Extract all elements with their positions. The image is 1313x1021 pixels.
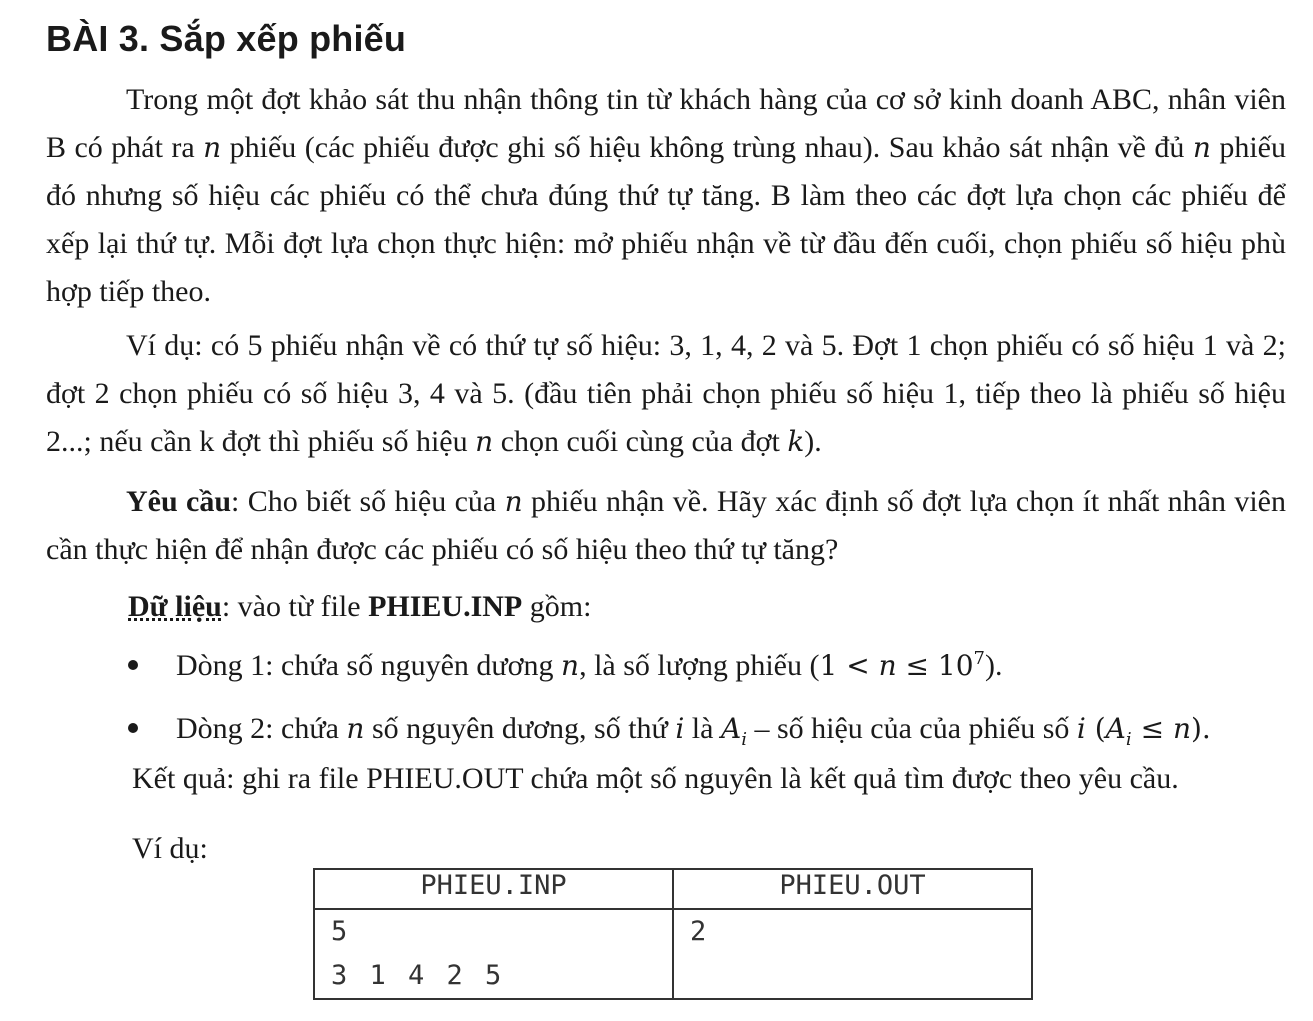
text-span: Dòng 2: chứa: [176, 712, 347, 745]
input-line: 5: [331, 916, 348, 947]
text-span: Dòng 1: chứa số nguyên dương: [176, 649, 562, 682]
math-expr: (: [1085, 712, 1106, 745]
bullet-dot: [128, 660, 138, 670]
text-span: Trong một đợt khảo sát thu nhận thông tin từ khách hàng của cơ sở kinh doanh ABC, nhân viên B có phát ra: [46, 83, 1286, 164]
math-n: n: [203, 131, 222, 164]
output-value: 2: [690, 916, 707, 947]
output-line: Kết quả: ghi ra file PHIEU.OUT chứa một số nguyên là kết quả tìm được theo yêu cầu.: [132, 762, 1179, 795]
requirement-paragraph: [46, 478, 1286, 574]
math-A: A: [1105, 712, 1126, 745]
text-span: , là số lượng phiếu (: [579, 649, 820, 682]
example-io-table: [313, 868, 1033, 1000]
text-span: phiếu (các phiếu được ghi số hiệu không trùng nhau). Sau khảo sát nhận về đủ: [221, 131, 1193, 164]
example-label: Ví dụ:: [132, 832, 208, 865]
math-expr: ≤: [1131, 712, 1173, 745]
text-span: : Cho biết số hiệu của: [231, 485, 505, 518]
math-n: n: [504, 485, 523, 518]
bullet-dot: [128, 723, 138, 733]
math-expr: ).: [1190, 712, 1211, 745]
table-header-input: PHIEU.INP: [314, 869, 673, 909]
input-file-name: PHIEU.INP: [368, 590, 523, 623]
problem-description: [46, 76, 1286, 316]
math-n: n: [561, 649, 580, 682]
math-exponent: 7: [973, 648, 985, 669]
data-label: Dữ liệu: [128, 590, 222, 623]
input-cell: [314, 909, 673, 999]
math-subscript-i: i: [741, 729, 747, 750]
text-span: – số hiệu của của phiếu số: [746, 712, 1077, 745]
requirement-label: Yêu cầu: [126, 485, 232, 518]
text-span: gồm:: [522, 590, 592, 623]
input-line: 3 1 4 2 5: [331, 960, 502, 991]
math-i: i: [675, 712, 685, 745]
text-span: phiếu nhận về. Hãy xác định số đợt lựa chọn ít nhất nhân viên cần thực hiện để nhận được các phiếu có số hiệu theo thứ tự tăng?: [46, 485, 1286, 566]
math-i: i: [1076, 712, 1086, 745]
table-header-output: PHIEU.OUT: [673, 869, 1032, 909]
text-span: ).: [984, 649, 1003, 682]
text-span: chọn cuối cùng của đợt: [493, 425, 788, 458]
math-n: n: [475, 425, 494, 458]
math-expr: ≤ 10: [896, 649, 974, 682]
input-data-line: [128, 590, 591, 624]
text-span: phiếu đó nhưng số hiệu các phiếu có thể chưa đúng thứ tự tăng. B làm theo các đợt lựa chọn các phiếu để xếp lại thứ tự. Mỗi đợt lựa chọn thực hiện: mở phiếu nhận về từ đầu đến cuối, chọn phiếu số hiệu phù hợp tiếp theo.: [46, 131, 1286, 308]
bullet-line-2: [128, 712, 1211, 752]
math-n: n: [346, 712, 365, 745]
example-explanation: [46, 322, 1286, 466]
math-n: n: [878, 649, 897, 682]
text-span: ).: [804, 425, 822, 458]
text-span: : vào từ file: [221, 590, 369, 623]
output-cell: [673, 909, 1032, 999]
math-subscript-i: i: [1125, 729, 1132, 750]
math-n: n: [1172, 712, 1191, 745]
problem-title: BÀI 3. Sắp xếp phiếu: [46, 18, 407, 59]
text-span: Ví dụ: có 5 phiếu nhận về có thứ tự số hiệu: 3, 1, 4, 2 và 5. Đợt 1 chọn phiếu có số hiệu 1 và 2; đợt 2 chọn phiếu có số hiệu 3, 4 và 5. (đầu tiên phải chọn phiếu số hiệu 1, tiếp theo là phiếu số hiệu 2...; nếu cần k đợt thì phiếu số hiệu: [46, 329, 1286, 458]
text-span: số nguyên dương, số thứ: [364, 712, 676, 745]
math-expr: 1 <: [819, 649, 879, 682]
bullet-line-1: [128, 648, 1002, 683]
math-A: A: [720, 712, 742, 745]
math-k: k: [787, 425, 805, 458]
math-n: n: [1192, 131, 1211, 164]
text-span: là: [684, 712, 721, 745]
